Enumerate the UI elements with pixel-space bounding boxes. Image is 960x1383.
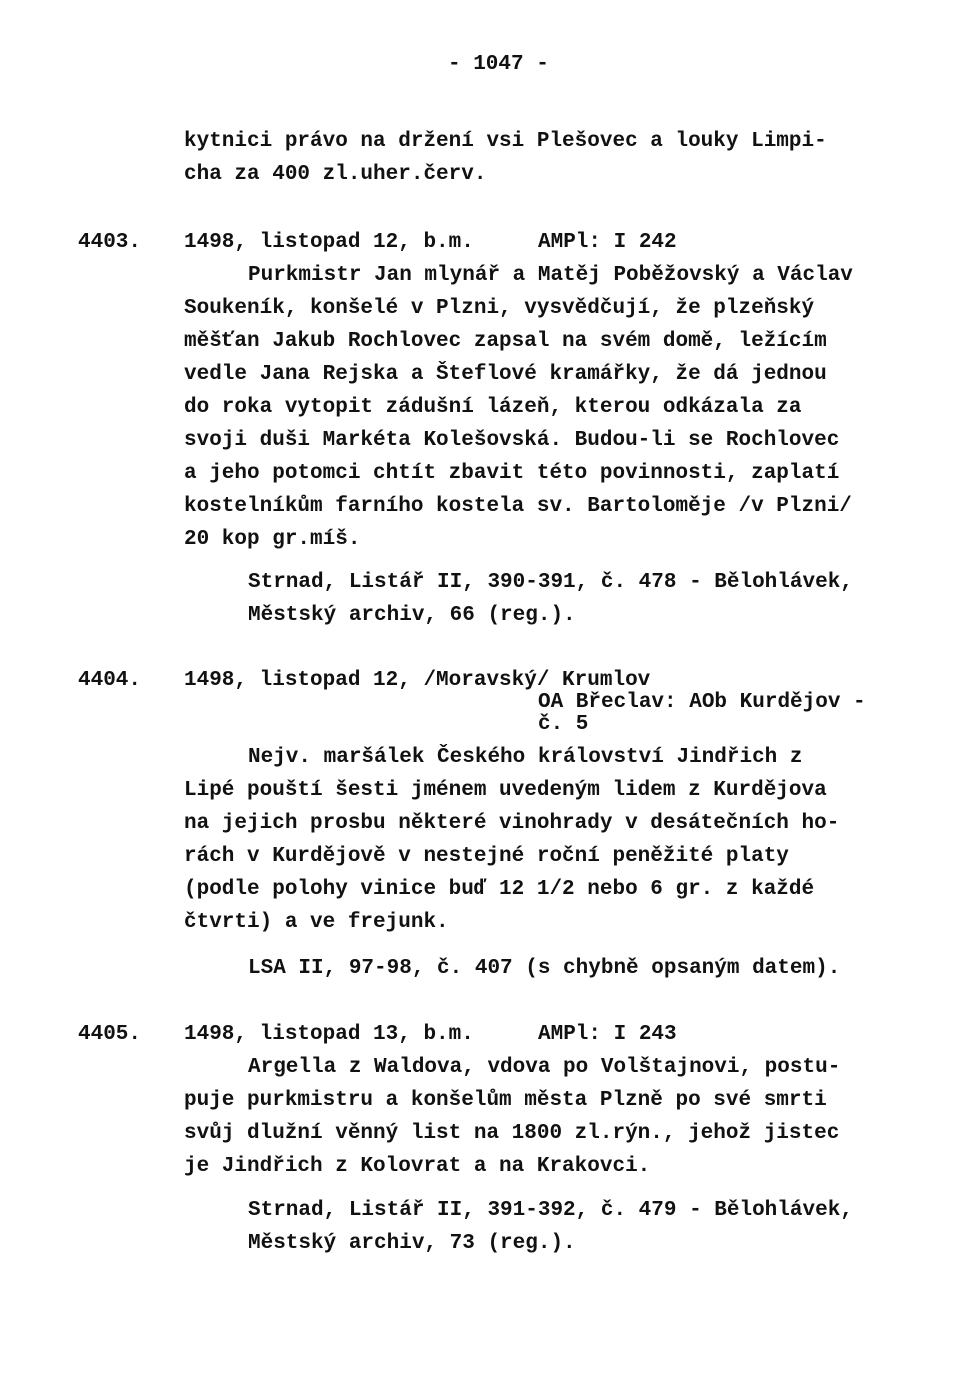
entry-header: 1498, listopad 12, b.m. [184, 231, 474, 254]
entry-body-line: Nejv. maršálek Českého království Jindřich z [248, 746, 803, 769]
entry-body-line: Soukeník, konšelé v Plzni, vysvědčují, že plzeňský [184, 297, 815, 320]
entry-archive-line: č. 5 [538, 713, 589, 736]
entry-number: 4404. [78, 669, 142, 692]
entry-body-line: čtvrti) a ve frejunk. [184, 911, 449, 934]
entry-body-line: puje purkmistru a konšelům města Plzně po své smrti [184, 1089, 827, 1112]
entry-body-line: Purkmistr Jan mlynář a Matěj Poběžovský a Václav [248, 264, 853, 287]
entry-citation-line: Strnad, Listář II, 390-391, č. 478 - Bělohlávek, [248, 571, 853, 594]
entry-citation-line: LSA II, 97-98, č. 407 (s chybně opsaným datem). [248, 957, 841, 980]
entry-body-line: 20 kop gr.míš. [184, 528, 361, 551]
entry-archive-line: OA Břeclav: AOb Kurdějov - [538, 691, 866, 714]
entry-number: 4405. [78, 1023, 142, 1046]
entry-body-line: vedle Jana Rejska a Šteflové kramářky, že dá jednou [184, 363, 827, 386]
entry-archive: AMPl: I 243 [538, 1023, 677, 1046]
entry-body-line: svoji duši Markéta Kolešovská. Budou-li se Rochlovec [184, 429, 840, 452]
entry-header: 1498, listopad 13, b.m. [184, 1023, 474, 1046]
page-number: - 1047 - [448, 53, 549, 76]
entry-body-line: do roka vytopit zádušní lázeň, kterou odkázala za [184, 396, 802, 419]
entry-body-line: Argella z Waldova, vdova po Volštajnovi, postu- [248, 1056, 841, 1079]
entry-body-line: na jejich prosbu některé vinohrady v desátečních ho- [184, 812, 840, 835]
entry-body-line: rách v Kurdějově v nestejné roční peněžité platy [184, 845, 789, 868]
entry-citation-line: Strnad, Listář II, 391-392, č. 479 - Bělohlávek, [248, 1199, 853, 1222]
intro-line: kytnici právo na držení vsi Plešovec a louky Limpi- [184, 130, 827, 153]
entry-body-line: svůj dlužní věnný list na 1800 zl.rýn., jehož jistec [184, 1122, 840, 1145]
entry-body-line: měšťan Jakub Rochlovec zapsal na svém domě, ležícím [184, 330, 827, 353]
entry-body-line: a jeho potomci chtít zbavit této povinnosti, zaplatí [184, 462, 840, 485]
entry-body-line: Lipé pouští šesti jménem uvedeným lidem z Kurdějova [184, 779, 827, 802]
entry-body-line: je Jindřich z Kolovrat a na Krakovci. [184, 1155, 651, 1178]
entry-archive: AMPl: I 242 [538, 231, 677, 254]
intro-line: cha za 400 zl.uher.červ. [184, 163, 487, 186]
entry-body-line: kostelníkům farního kostela sv. Bartoloměje /v Plzni/ [184, 495, 852, 518]
entry-number: 4403. [78, 231, 142, 254]
entry-header: 1498, listopad 12, /Moravský/ Krumlov [184, 669, 651, 692]
entry-citation-line: Městský archiv, 73 (reg.). [248, 1232, 576, 1255]
entry-body-line: (podle polohy vinice buď 12 1/2 nebo 6 gr. z každé [184, 878, 815, 901]
entry-citation-line: Městský archiv, 66 (reg.). [248, 604, 576, 627]
